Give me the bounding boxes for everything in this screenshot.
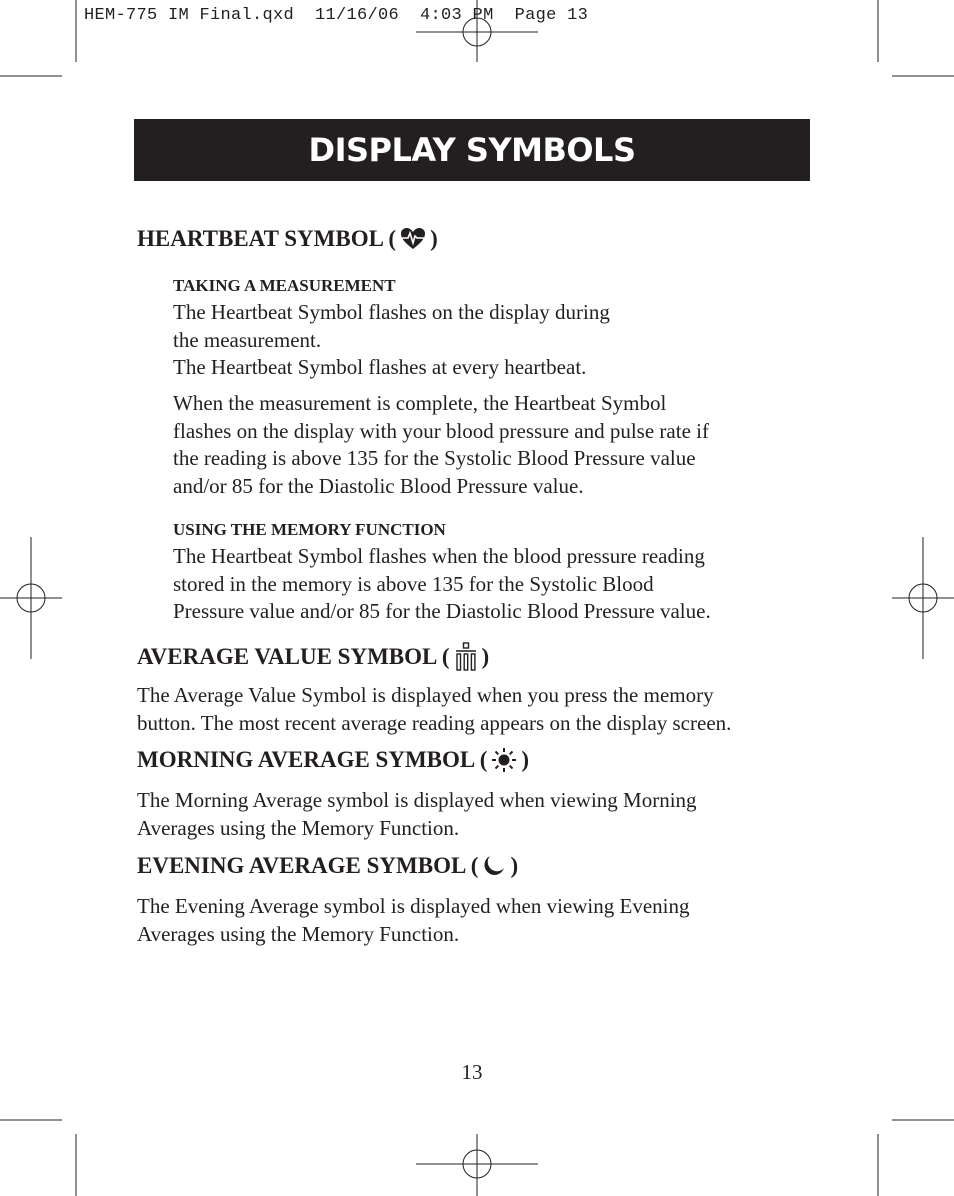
taking-para-1: The Heartbeat Symbol flashes on the display during the measurement. <box>173 300 610 352</box>
average-bars-icon <box>454 642 478 672</box>
sun-icon <box>491 747 517 773</box>
memory-para: The Heartbeat Symbol flashes when the blood pressure reading stored in the memory is above 135 for the Systolic Blood Pressure value and/or 85 for the Diastolic Blood Pressure value. <box>173 544 711 623</box>
taking-measurement-heading: TAKING A MEASUREMENT <box>173 276 396 295</box>
average-heading: AVERAGE VALUE SYMBOL ( ) <box>137 642 489 672</box>
morning-para: The Morning Average symbol is displayed when viewing Morning Averages using the Memory Function. <box>137 788 697 840</box>
evening-para: The Evening Average symbol is displayed when viewing Evening Averages using the Memory Function. <box>137 894 690 946</box>
page-number: 13 <box>461 1060 483 1084</box>
morning-heading: MORNING AVERAGE SYMBOL ( ) <box>137 747 530 772</box>
average-para: The Average Value Symbol is displayed when you press the memory button. The most recent average reading appears on the display screen. <box>137 683 732 735</box>
heartbeat-heading: HEARTBEAT SYMBOL ( ) <box>137 226 438 251</box>
title-banner <box>134 119 810 181</box>
taking-para-2: The Heartbeat Symbol flashes at every heartbeat. <box>173 355 587 379</box>
taking-para-3: When the measurement is complete, the Heartbeat Symbol flashes on the display with your blood pressure and pulse rate if the reading is above 135 for the Systolic Blood Pressure value and/or 85 for the Diastolic Blood Pressure value. <box>173 391 709 498</box>
heart-icon <box>400 227 426 251</box>
slug-line: HEM-775 IM Final.qxd 11/16/06 4:03 PM Page 13 <box>84 6 589 25</box>
evening-heading: EVENING AVERAGE SYMBOL ( ) <box>137 853 519 878</box>
moon-icon <box>482 854 506 878</box>
page-title: DISPLAY SYMBOLS <box>308 131 636 169</box>
memory-function-heading: USING THE MEMORY FUNCTION <box>173 520 446 539</box>
